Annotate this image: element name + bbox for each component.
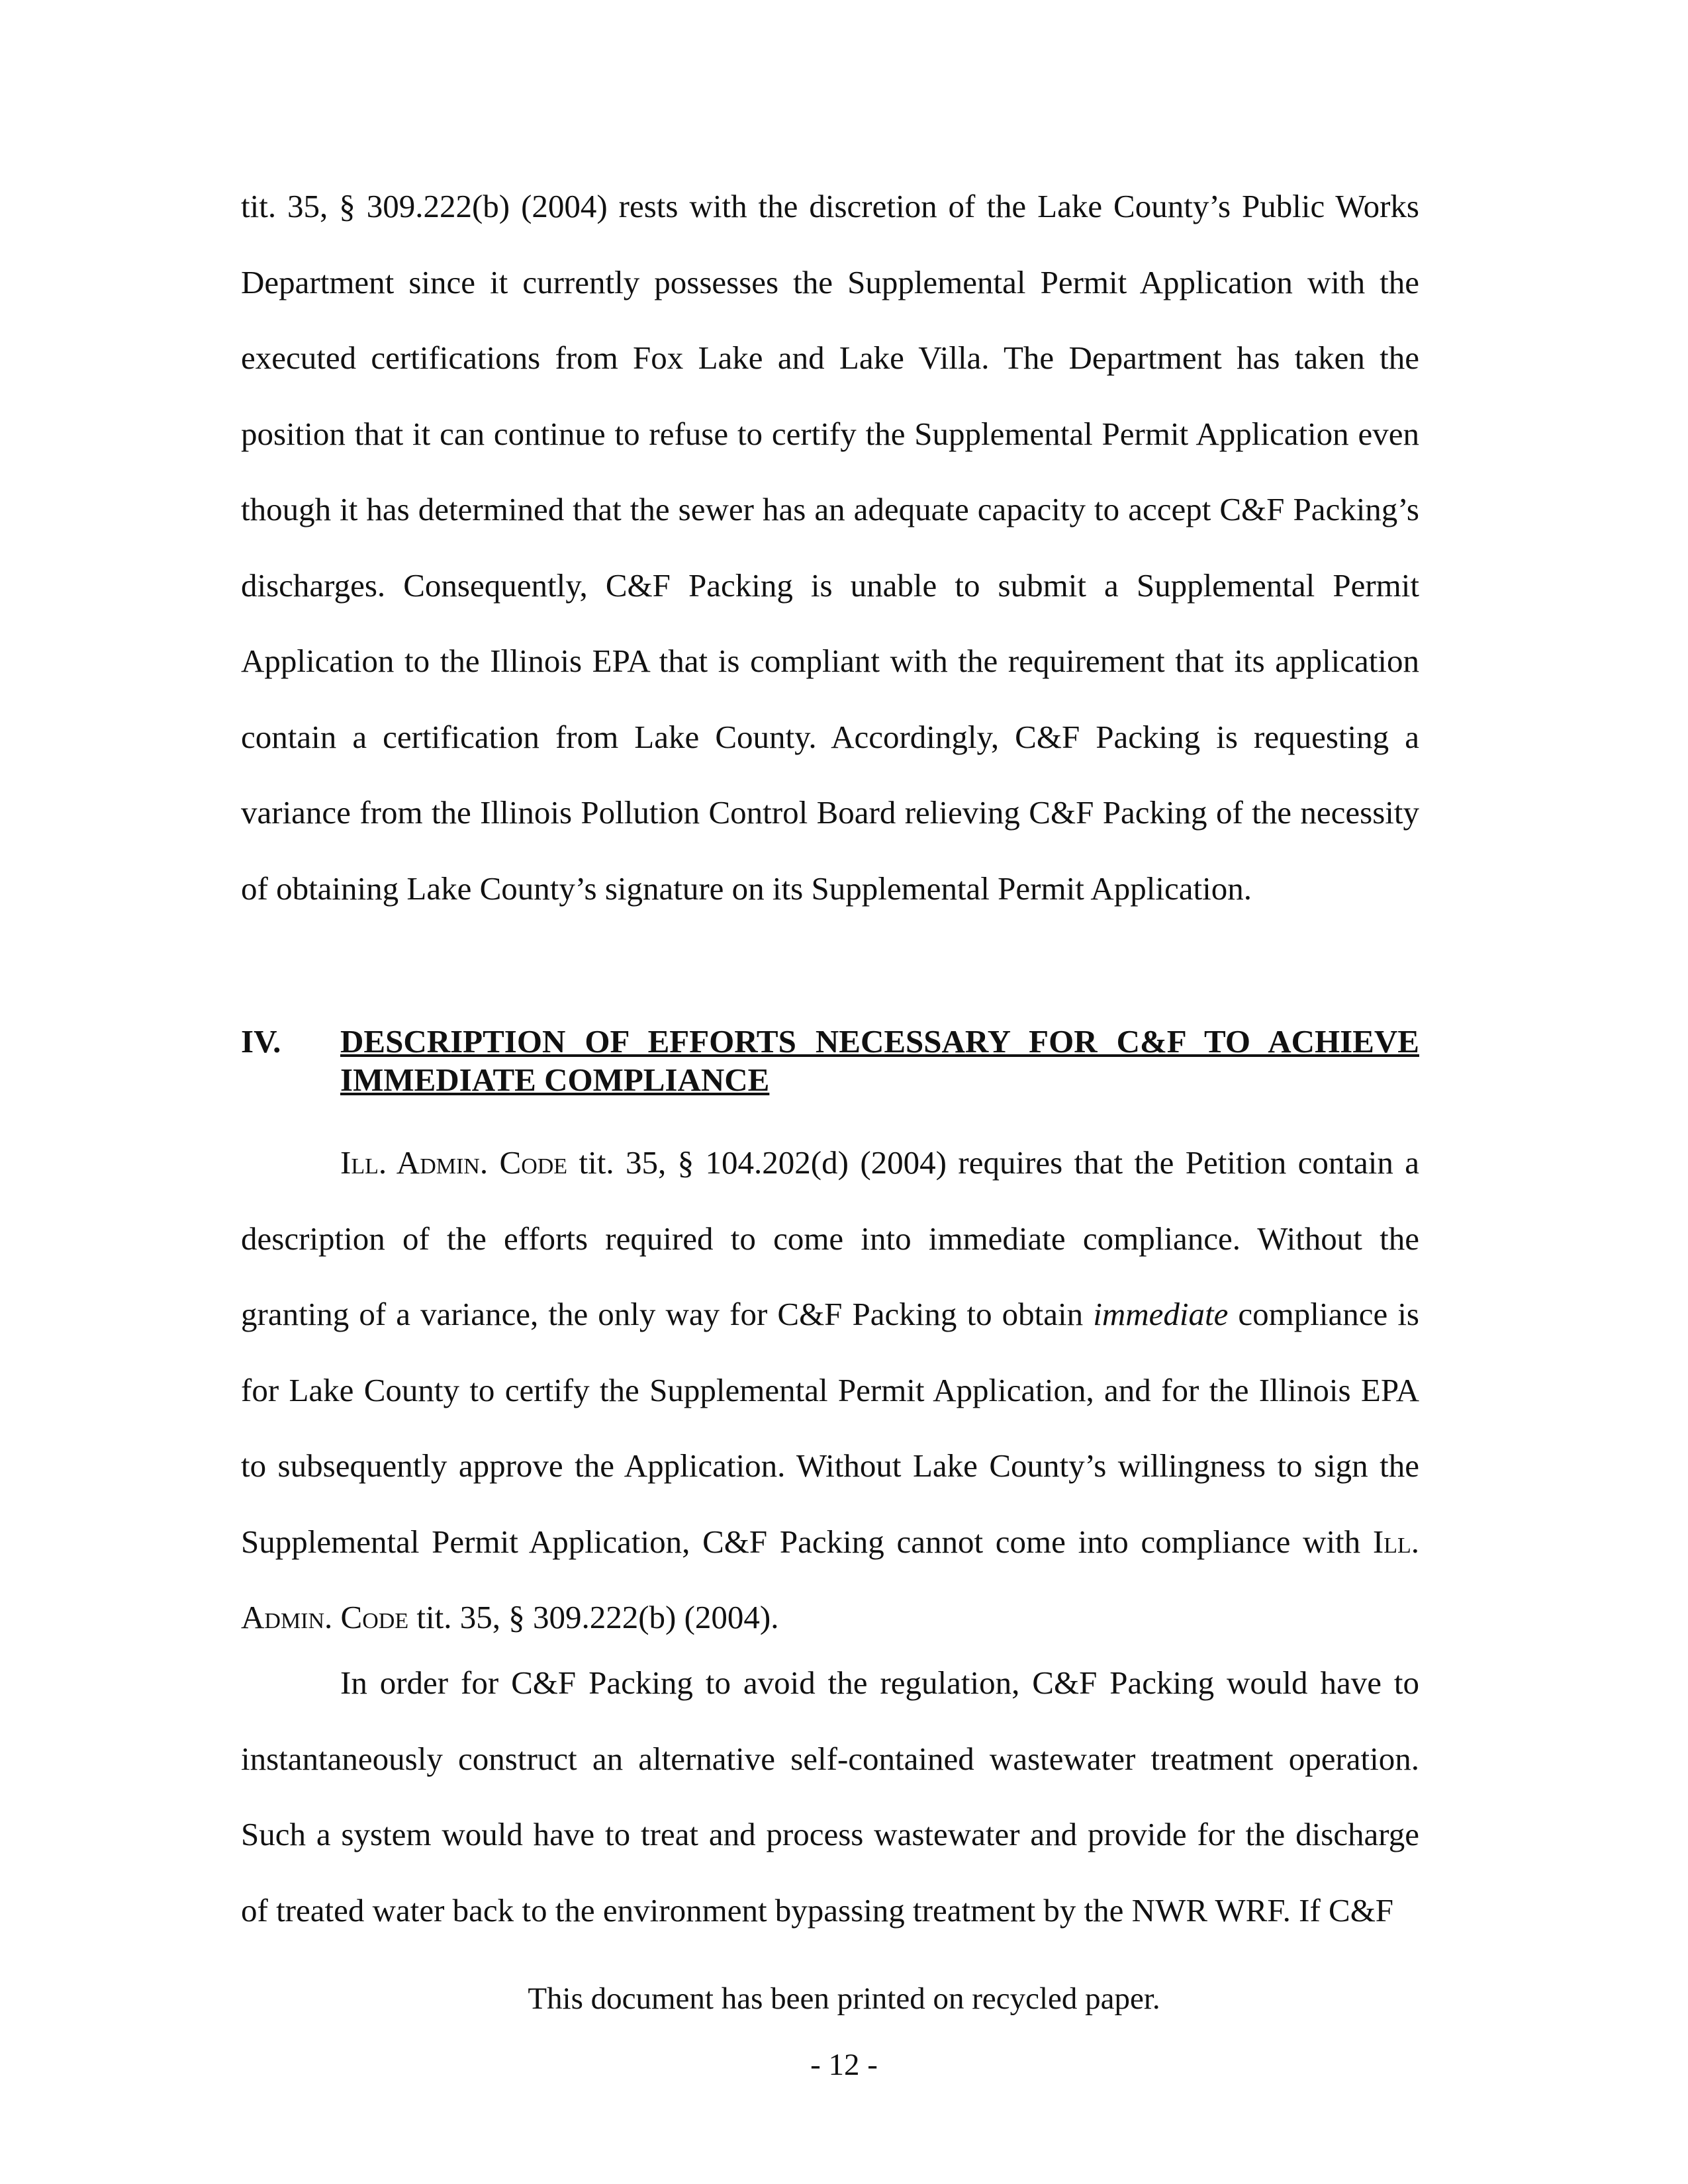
section-title: DESCRIPTION OF EFFORTS NECESSARY FOR C&F TO ACHIEVE IMMEDIATE COMPLIANCE — [340, 1023, 1419, 1098]
text-segment: tit. 35, § 104.202(d) (2004) requires that the Petition contain a description of the efforts required to come into immediate compliance. Without the granting of a variance, the only way for C&F Packing to obtain — [241, 1144, 1419, 1332]
text-segment: tit. 35, § 309.222(b) (2004). — [408, 1599, 779, 1635]
section-number: IV. — [241, 1023, 281, 1060]
paragraph-immediate-compliance — [241, 1125, 1419, 1656]
recycled-paper-note: This document has been printed on recycled paper. — [528, 1981, 1160, 2016]
text-segment: compliance is for Lake County to certify the Supplemental Permit Application, and for the Illinois EPA to subsequently approve the Application. Without Lake County’s willingness to sign the Supplemental Permit Application, C&F Packing cannot come into compliance with — [241, 1296, 1419, 1560]
paragraph-alternative-system: In order for C&F Packing to avoid the regulation, C&F Packing would have to instantaneously construct an alternative self-contained wastewater treatment operation. Such a system would have to treat and process wastewater and provide for the discharge of treated water back to the environment bypassing treatment by the NWR WRF. If C&F — [241, 1664, 1419, 1929]
page-number: - 12 - — [810, 2048, 878, 2082]
section-heading — [241, 1023, 1419, 1099]
paragraph-continuation: tit. 35, § 309.222(b) (2004) rests with the discretion of the Lake County’s Public Works Department since it currently possesses the Supplemental Permit Application with the executed certifications from Fox Lake and Lake Villa. The Department has taken the position that it can continue to refuse to certify the Supplemental Permit Application even though it has determined that the sewer has an adequate capacity to accept C&F Packing’s discharges. Consequently, C&F Packing is unable to submit a Supplemental Permit Application to the Illinois EPA that is compliant with the requirement that its application contain a certification from Lake County. Accordingly, C&F Packing is requesting a variance from the Illinois Pollution Control Board relieving C&F Packing of the necessity of obtaining Lake County’s signature on its Supplemental Permit Application. — [241, 188, 1419, 907]
citation-code: Ill. Admin. Code — [340, 1144, 568, 1181]
emphasis-text: immediate — [1093, 1296, 1229, 1332]
citation-code: Ill. Admin. Code — [241, 1523, 1419, 1635]
